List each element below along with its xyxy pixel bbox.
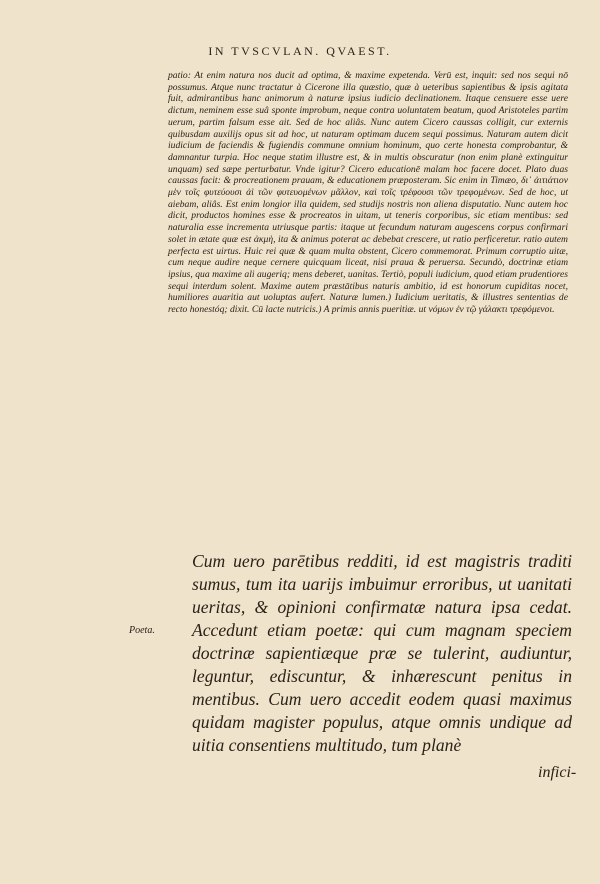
main-text-block: [192, 550, 572, 757]
commentary-paragraph: patio: At enim natura nos ducit ad optima, & maxime expetenda. Verū est, inquit: sed nos sequi nō possumus. Atque nunc tractatur à Cicerone illa quæstio, quæ à ueteribus sapientibus & ipsis agitata fuit, admirantibus hanc animorum à naturæ ipsius iudicio declinationem. Itaque censuere esse uere dictum, neminem esse suâ sponte improbum, neque contra uoluntatem beatum, quod Aristoteles partim uerum, partim falsum esse ait. Sed de hoc aliâs. Nunc autem Cicero caussas colligit, cur externis quibusdam auxilijs opus sit ad hoc, ut naturam optimam ducem sequi possimus. Naturam autem dicit iudicium de faciendis & fugiendis commune omnium hominum, quo certe honesta comprobantur, & damnantur turpia. Hoc neque statim illustre est, & in multis obscuratur (non enim planè extinguitur unquam) sed sæpe perturbatur. Vnde igitur? Cicero educationē malam hoc facere docet. Plato duas caussas facit: & procreationem prauam, & educationem præposteram. Sic enim in Timæo, δι᾽ ἀιτιάτιον μὲν τοῖς φυτεύουσι ἀὶ τῶν φυτευομένων μᾶλλον, καὶ τοῖς τρέφουσι τῶν τρεφομένων. Sed de hoc, ut aiebam, aliâs. Est enim longior illa quidem, sed studijs nostris non aliena disputatio. Nunc autem hoc dicit, productos homines esse & procreatos in uitam, ut teneris corporibus, sic etiam mentibus: sed naturalia esse incrementa utriusque partis: itaque ut fecundum naturam augescens corpus confirmari solet in ætate quæ est ἀκμὴ, ita & animus poterat ac debebat crescere, ut ratio perficeretur. ratio autem perfecta est uirtus. Huic rei quæ & quam multa obstent, Cicero commemorat. Primum corruptio uitæ, cum neque audire neque cernere quicquam liceat, nisi praua & peruersa. Secundò, doctrinæ etiam ipsius, qua maxime ali augeriq; mens deberet, uanitas. Tertiò, populi iudicium, quod etiam prudentiores sequi interdum solent. Maxime autem præstātibus naturis ambitio, id est honorum cupiditas nocet, humiliores auaritia aut uoluptas aufert. Naturæ lumen.) Iudicium ueritatis, & illustres sententias de recto honestóq; dixit. Cū lacte nutricis.) A primis annis pueritiæ. ut νόμων ἐν τῷ γάλακτι τρεφόμενοι.: [168, 70, 568, 316]
running-head: IN TVSCVLAN. QVAEST.: [208, 44, 392, 58]
marginal-note: Poeta.: [129, 625, 155, 636]
commentary-block: [168, 70, 568, 316]
main-text-paragraph: Cum uero parētibus redditi, id est magistris traditi sumus, tum ita uarijs imbuimur erroribus, ut uanitati ueritas, & opinioni confirmatæ natura ipsa cedat. Accedunt etiam poetæ: qui cum magnam speciem doctrinæ sapientiæque præ se tulerint, audiuntur, leguntur, ediscuntur, & inhærescunt penitus in mentibus. Cum uero accedit eodem quasi maximus quidam magister populus, atque omnis undique ad uitia consentiens multitudo, tum planè: [192, 551, 572, 755]
catchword: infici-: [538, 764, 577, 781]
